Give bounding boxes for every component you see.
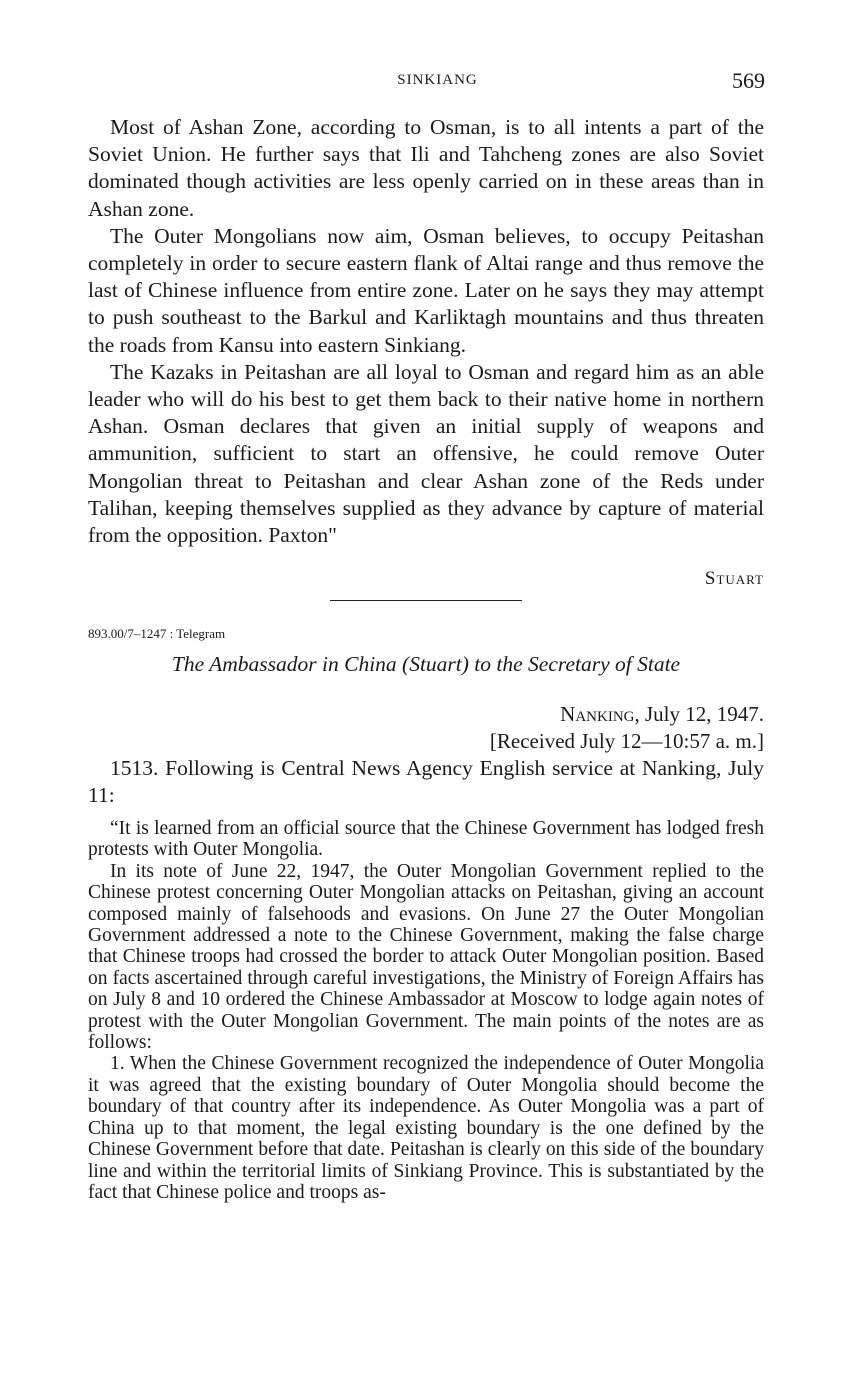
paragraph-outer-mongolians: The Outer Mongolians now aim, Osman believes, to occupy Peitashan completely in order to secure eastern flank of Altai range and thus remove the last of Chinese influence from entire zone. Later on he says they may attempt to push southeast to the Barkul and Karliktagh mountains and thus threaten the roads from Kansu into eastern Sinkiang. (88, 223, 764, 357)
paragraph-kazaks: The Kazaks in Peitashan are all loyal to Osman and regard him as an able leader who will do his best to get them back to their native home in northern Ashan. Osman declares that given an initial supply of weapons and ammunition, sufficient to start an offensive, he could remove Outer Mongolian threat to Peitashan and clear Ashan zone of the Reds under Talihan, keeping themselves supplied as they advance by capture of material from the opposition. Paxton" (88, 359, 764, 548)
running-title: SINKIANG (397, 72, 478, 88)
intro-text (88, 114, 764, 549)
paragraph-ashan-zone: Most of Ashan Zone, according to Osman, is to all intents a part of the Soviet Union. He further says that Ili and Tahcheng zones are also Soviet dominated though activities are less openly carried on in these areas than in Ashan zone. (88, 115, 764, 221)
page-number: 569 (732, 68, 765, 93)
telegram-opening-block (88, 755, 764, 809)
dateline-date: , July 12, 1947. (634, 702, 764, 726)
received-line: [Received July 12—10:57 a. m.] (489, 729, 764, 753)
dateline-place: Nanking (560, 702, 635, 726)
document-heading: The Ambassador in China (Stuart) to the Secretary of State (171, 652, 681, 676)
signature: Stuart (704, 568, 764, 589)
dateline (560, 702, 764, 727)
section-divider (330, 600, 522, 601)
quote-paragraph-note: In its note of June 22, 1947, the Outer Mongolian Government replied to the Chinese protest concerning Outer Mongolian attacks on Peitashan, giving an account composed mainly of falsehoods and evasions. On June 27 the Outer Mongolian Government addressed a note to the Chinese Government, making the false charge that Chinese troops had crossed the border to attack Outer Mongolian position. Based on facts ascertained through careful investigations, the Ministry of Foreign Affairs has on July 8 and 10 ordered the Chinese Ambassador at Moscow to lodge again notes of protest with the Outer Mongolian Government. The main points of the notes are as follows: (88, 860, 764, 1054)
telegram-opening: 1513. Following is Central News Agency English service at Nanking, July 11: (88, 756, 764, 808)
quote-paragraph-protests: “It is learned from an official source that the Chinese Government has lodged fresh protests with Outer Mongolia. (88, 818, 764, 861)
quoted-text (88, 818, 764, 1203)
running-head (110, 68, 765, 96)
document-file-id: 893.00/7–1247 : Telegram (88, 626, 226, 641)
quote-paragraph-point-1: 1. When the Chinese Government recognized the independence of Outer Mongolia it was agreed that the existing boundary of Outer Mongolia should become the boundary of that country after its independence. As Outer Mongolia was a part of China up to that moment, the legal existing boundary is the one defined by the Chinese Government before that date. Peitashan is clearly on this side of the boundary line and within the territorial limits of Sinkiang Province. This is substantiated by the fact that Chinese police and troops as- (88, 1053, 764, 1203)
